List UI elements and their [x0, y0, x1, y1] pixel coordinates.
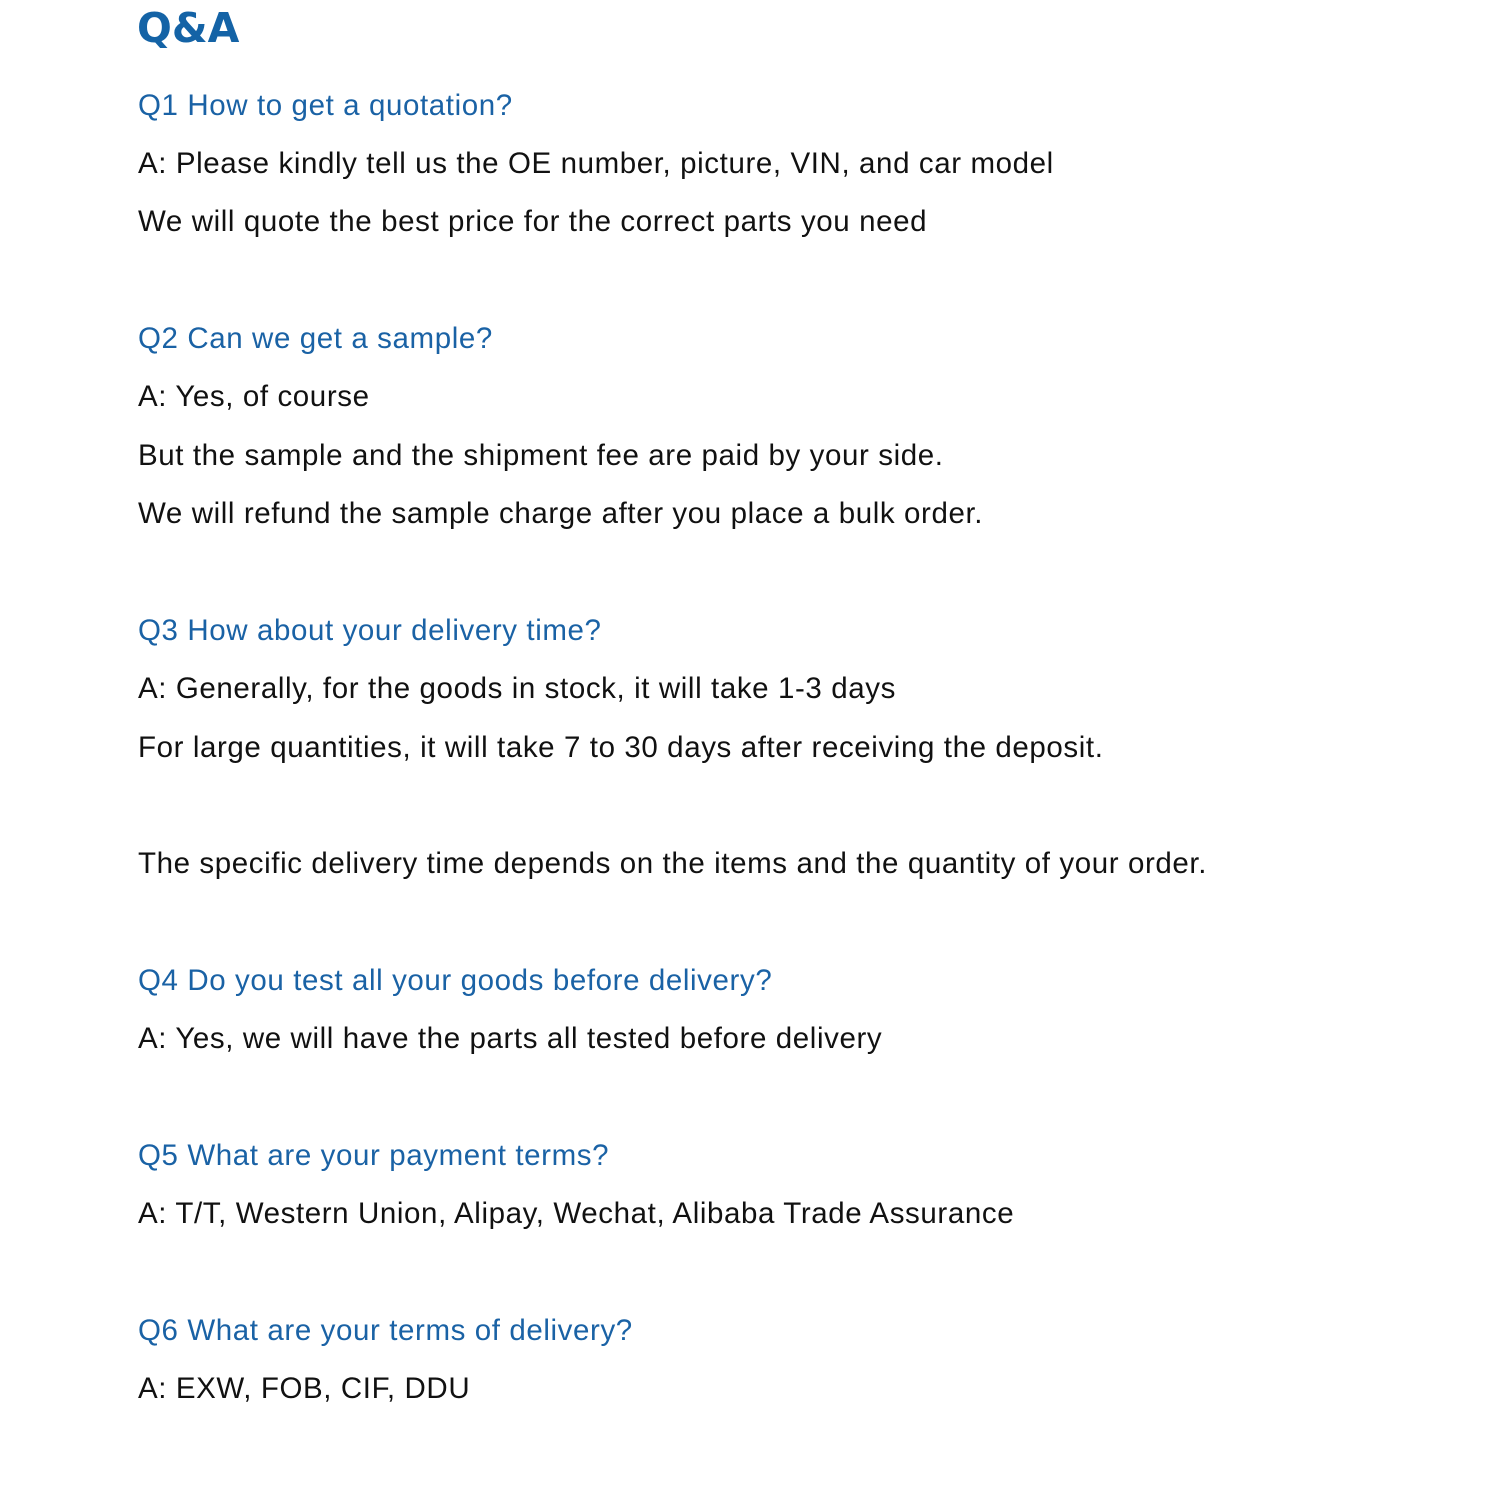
answer-2-line-3: We will refund the sample charge after you place a bulk order.: [138, 497, 984, 530]
answer-2-line-2: But the sample and the shipment fee are paid by your side.: [138, 439, 944, 472]
question-2: Q2 Can we get a sample?: [138, 322, 493, 355]
question-6: Q6 What are your terms of delivery?: [138, 1314, 633, 1347]
answer-2-line-1: A: Yes, of course: [138, 380, 370, 413]
answer-6-line-1: A: EXW, FOB, CIF, DDU: [138, 1372, 471, 1405]
answer-5-line-1: A: T/T, Western Union, Alipay, Wechat, Alibaba Trade Assurance: [138, 1197, 1015, 1230]
question-5: Q5 What are your payment terms?: [138, 1139, 610, 1172]
answer-4-line-1: A: Yes, we will have the parts all tested before delivery: [138, 1022, 883, 1055]
answer-3-line-1: A: Generally, for the goods in stock, it will take 1-3 days: [138, 672, 896, 705]
question-3: Q3 How about your delivery time?: [138, 614, 602, 647]
question-4: Q4 Do you test all your goods before delivery?: [138, 964, 773, 997]
page-title: Q&A: [137, 4, 240, 52]
answer-3-line-3: The specific delivery time depends on the items and the quantity of your order.: [138, 847, 1207, 880]
question-1: Q1 How to get a quotation?: [138, 89, 513, 122]
answer-1-line-2: We will quote the best price for the correct parts you need: [138, 205, 928, 238]
answer-1-line-1: A: Please kindly tell us the OE number, picture, VIN, and car model: [138, 147, 1054, 180]
answer-3-line-2: For large quantities, it will take 7 to 30 days after receiving the deposit.: [138, 731, 1104, 764]
